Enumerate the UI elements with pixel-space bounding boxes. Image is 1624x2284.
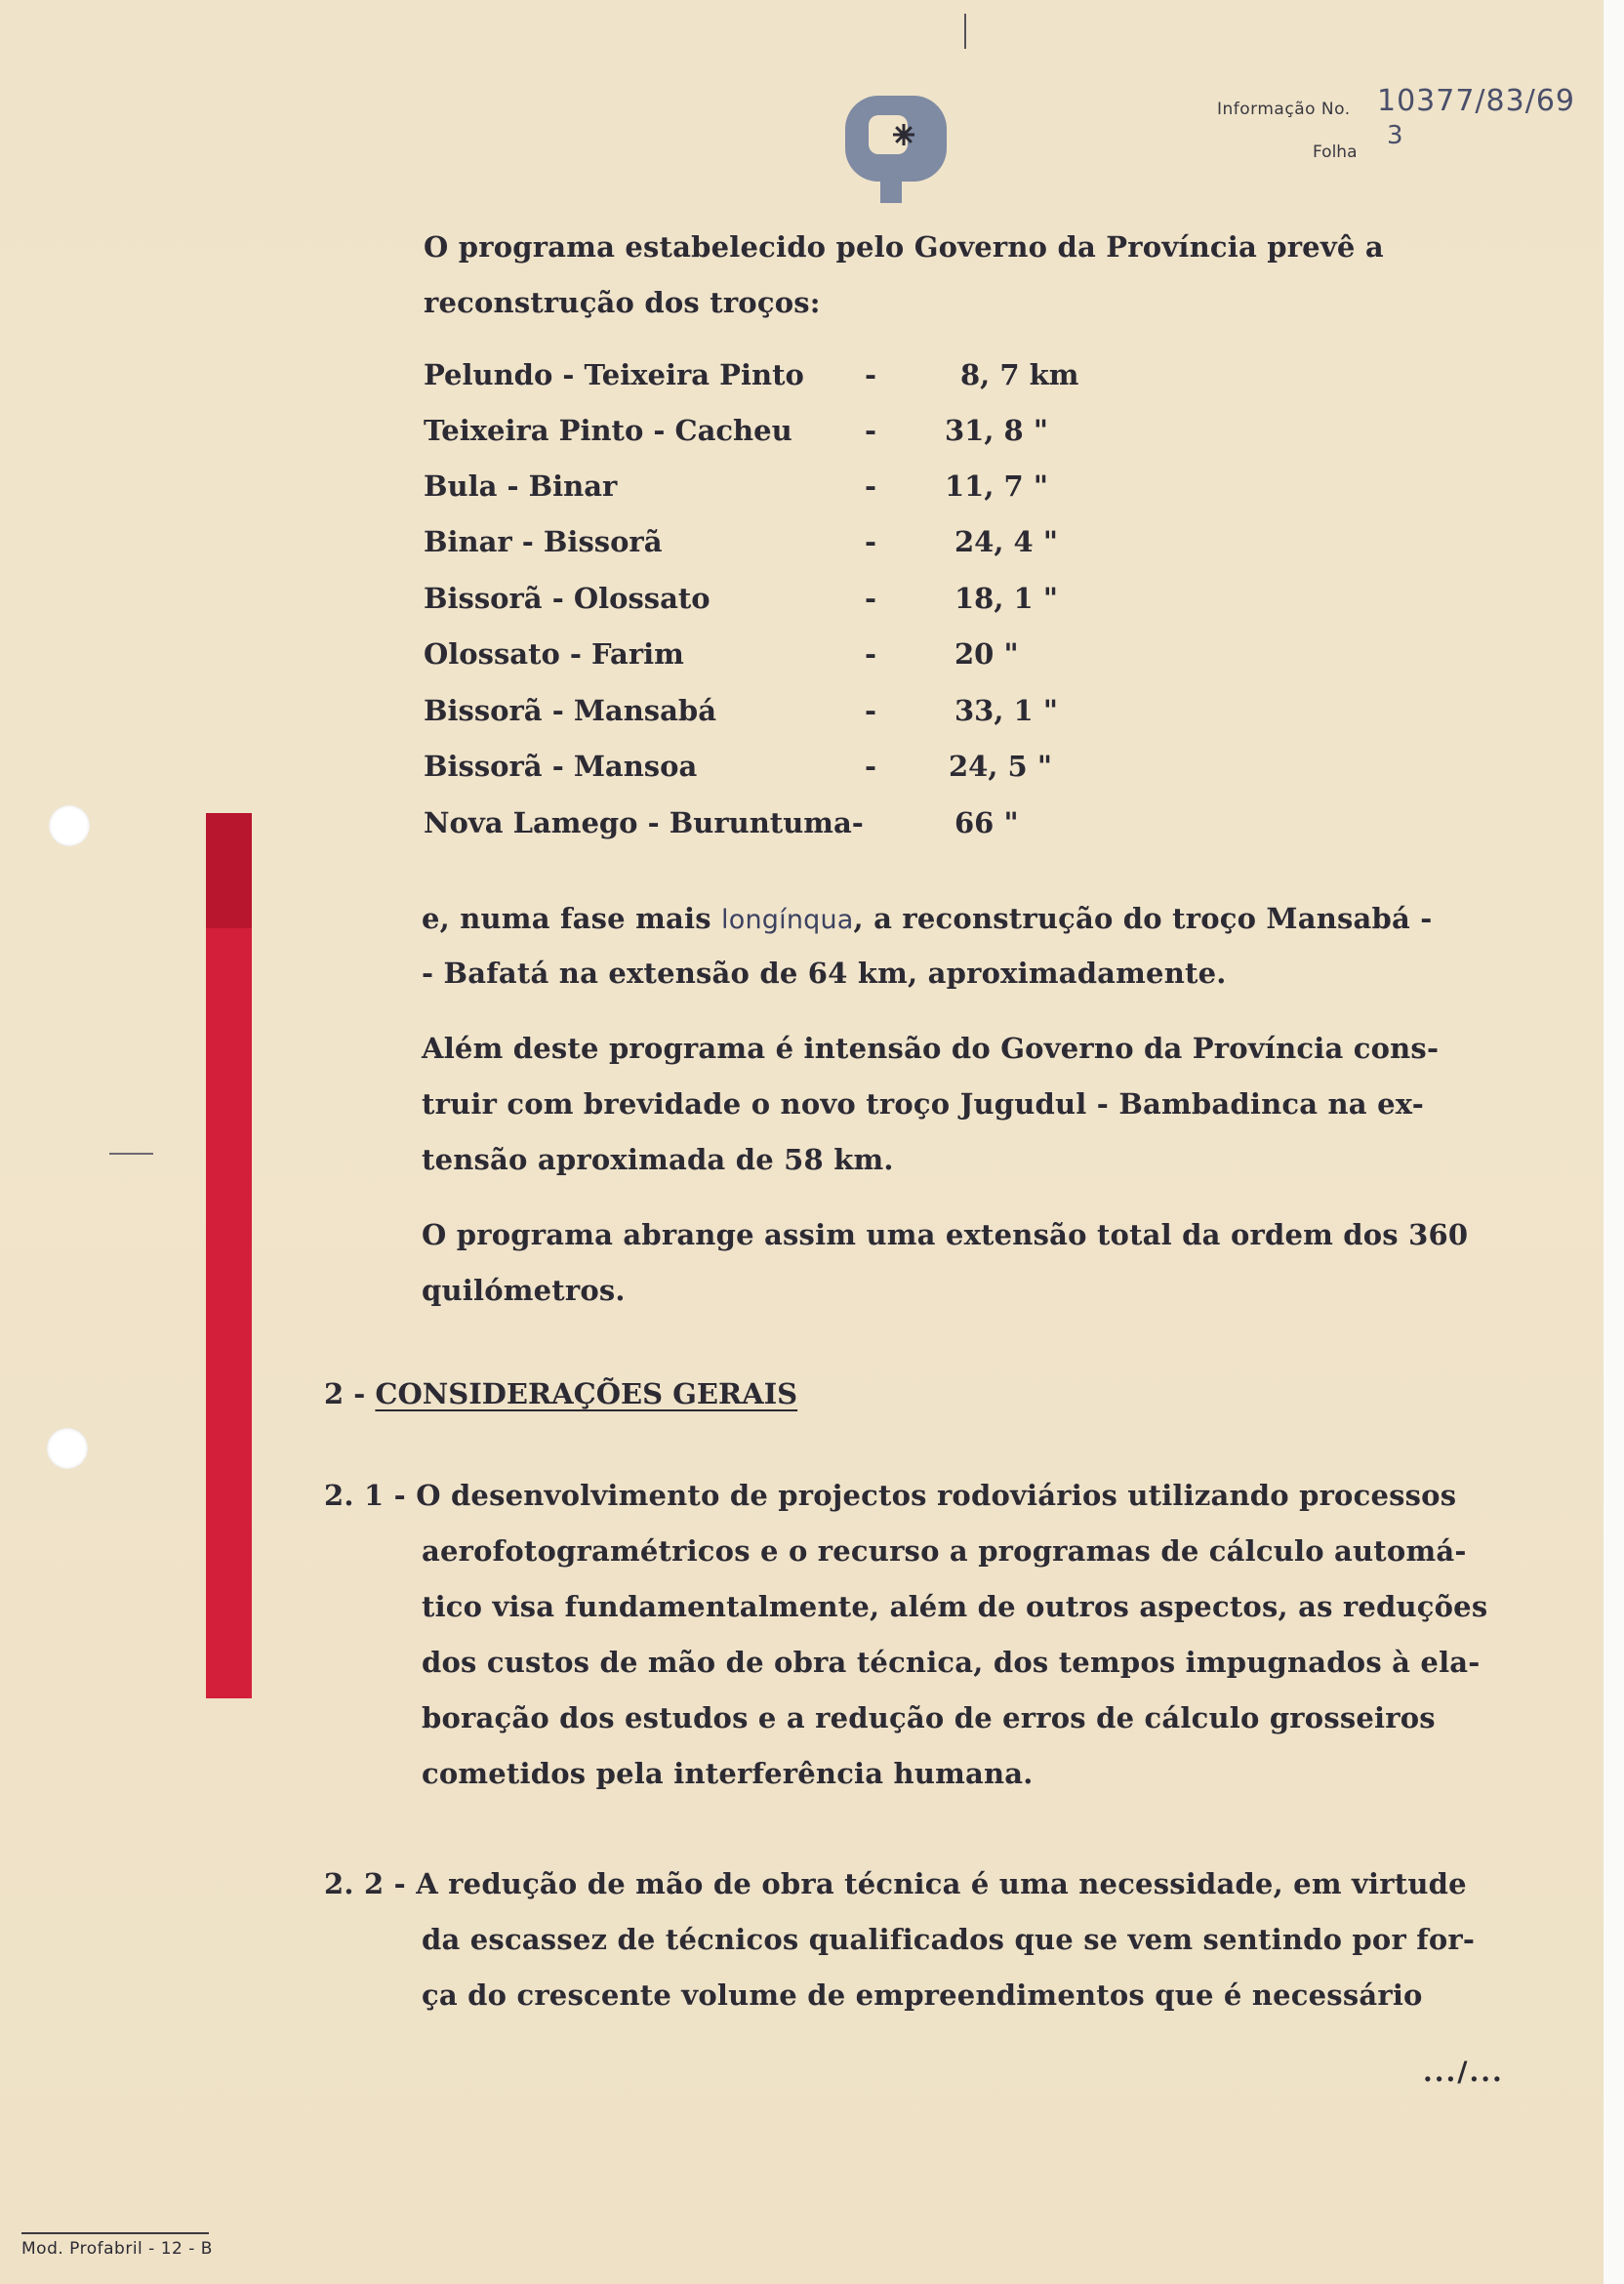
para-2-2-line-3: ça do crescente volume de empreendimentos que é necessário	[422, 1978, 1423, 2012]
para-2-1-line-4: dos custos de mão de obra técnica, dos tempos impugnados à ela-	[422, 1646, 1481, 1679]
route-name: Teixeira Pinto - Cacheu	[424, 414, 792, 447]
intro-line-2: reconstrução dos troços:	[424, 286, 821, 319]
para-2-1-line-3: tico visa fundamentalmente, além de outros aspectos, as reduções	[422, 1590, 1488, 1623]
route-length: 20 "	[954, 637, 1019, 671]
route-length: 24, 5 "	[949, 750, 1052, 783]
para-2-2-line-1	[324, 1867, 1467, 1900]
route-name: Pelundo - Teixeira Pinto	[424, 358, 804, 391]
route-length: 66 "	[954, 806, 1019, 839]
route-dash: -	[865, 358, 877, 391]
para-2-1-line-2: aerofotogramétricos e o recurso a programas de cálculo automá-	[422, 1534, 1467, 1568]
route-name: Nova Lamego - Buruntuma-	[424, 806, 864, 839]
route-name: Bula - Binar	[424, 469, 618, 503]
route-name: Bissorã - Olossato	[424, 582, 710, 615]
para-2-1-line-1	[324, 1479, 1456, 1512]
route-length: 31, 8 "	[945, 414, 1048, 447]
phase-text-a: e, numa fase mais	[422, 902, 711, 935]
program-line-3: tensão aproximada de 58 km.	[422, 1143, 894, 1176]
punch-hole-bottom	[47, 1428, 88, 1469]
route-name: Olossato - Farim	[424, 637, 684, 671]
para-2-1-number: 2. 1 -	[324, 1479, 417, 1512]
route-dash: -	[865, 637, 877, 671]
route-name: Bissorã - Mansabá	[424, 694, 716, 727]
punch-hole-top	[49, 805, 90, 846]
phase-line-1	[422, 902, 1433, 935]
red-margin-bar-shade	[206, 813, 252, 928]
fold-mark	[109, 1153, 153, 1155]
program-line-2: truir com brevidade o novo troço Jugudul - Bambadinca na ex-	[422, 1087, 1424, 1121]
route-length: 33, 1 "	[954, 694, 1058, 727]
scan-margin	[1604, 0, 1624, 2284]
program-line-1: Além deste programa é intensão do Governo da Província cons-	[422, 1032, 1440, 1065]
sheet-number: 3	[1387, 121, 1403, 150]
route-length: 24, 4 "	[954, 525, 1058, 558]
phase-text-b: , a reconstrução do troço Mansabá -	[853, 902, 1433, 935]
information-number: 10377/83/69	[1377, 84, 1575, 118]
para-2-2-number: 2. 2 -	[324, 1867, 417, 1900]
para-2-2-line-2: da escassez de técnicos qualificados que se vem sentindo por for-	[422, 1923, 1476, 1956]
route-length: 11, 7 "	[945, 469, 1048, 503]
section-title: CONSIDERAÇÕES GERAIS	[375, 1377, 798, 1410]
red-margin-bar	[206, 813, 252, 1698]
route-dash: -	[865, 414, 877, 447]
section-heading	[324, 1377, 797, 1410]
route-dash: -	[865, 750, 877, 783]
route-length: 18, 1 "	[954, 582, 1058, 615]
route-dash: -	[865, 694, 877, 727]
route-dash: -	[865, 582, 877, 615]
para-text: O desenvolvimento de projectos rodoviários utilizando processos	[416, 1479, 1457, 1512]
form-reference: Mod. Profabril - 12 - B	[21, 2239, 213, 2259]
para-2-1-line-6: cometidos pela interferência humana.	[422, 1757, 1034, 1790]
handwritten-correction: longínqua	[721, 905, 854, 935]
form-reference-rule	[21, 2232, 209, 2234]
phase-line-2: - Bafatá na extensão de 64 km, aproximadamente.	[422, 957, 1227, 990]
route-name: Binar - Bissorã	[424, 525, 663, 558]
route-dash: -	[865, 525, 877, 558]
route-name: Bissorã - Mansoa	[424, 750, 698, 783]
route-dash: -	[865, 469, 877, 503]
continuation-mark: .../...	[1423, 2056, 1504, 2088]
intro-line-1: O programa estabelecido pelo Governo da Província prevê a	[424, 230, 1384, 264]
para-2-1-line-5: boração dos estudos e a redução de erros de cálculo grosseiros	[422, 1701, 1436, 1734]
information-number-label: Informação No.	[1217, 100, 1351, 119]
q-logo-icon	[841, 92, 951, 207]
document-header	[1215, 84, 1586, 172]
para-text: A redução de mão de obra técnica é uma necessidade, em virtude	[416, 1867, 1467, 1900]
route-length: 8, 7 km	[960, 358, 1079, 391]
section-number: 2 -	[324, 1377, 376, 1410]
center-tick-mark	[964, 14, 966, 49]
total-line-1: O programa abrange assim uma extensão total da ordem dos 360	[422, 1218, 1469, 1251]
sheet-label: Folha	[1313, 143, 1358, 162]
total-line-2: quilómetros.	[422, 1274, 626, 1307]
